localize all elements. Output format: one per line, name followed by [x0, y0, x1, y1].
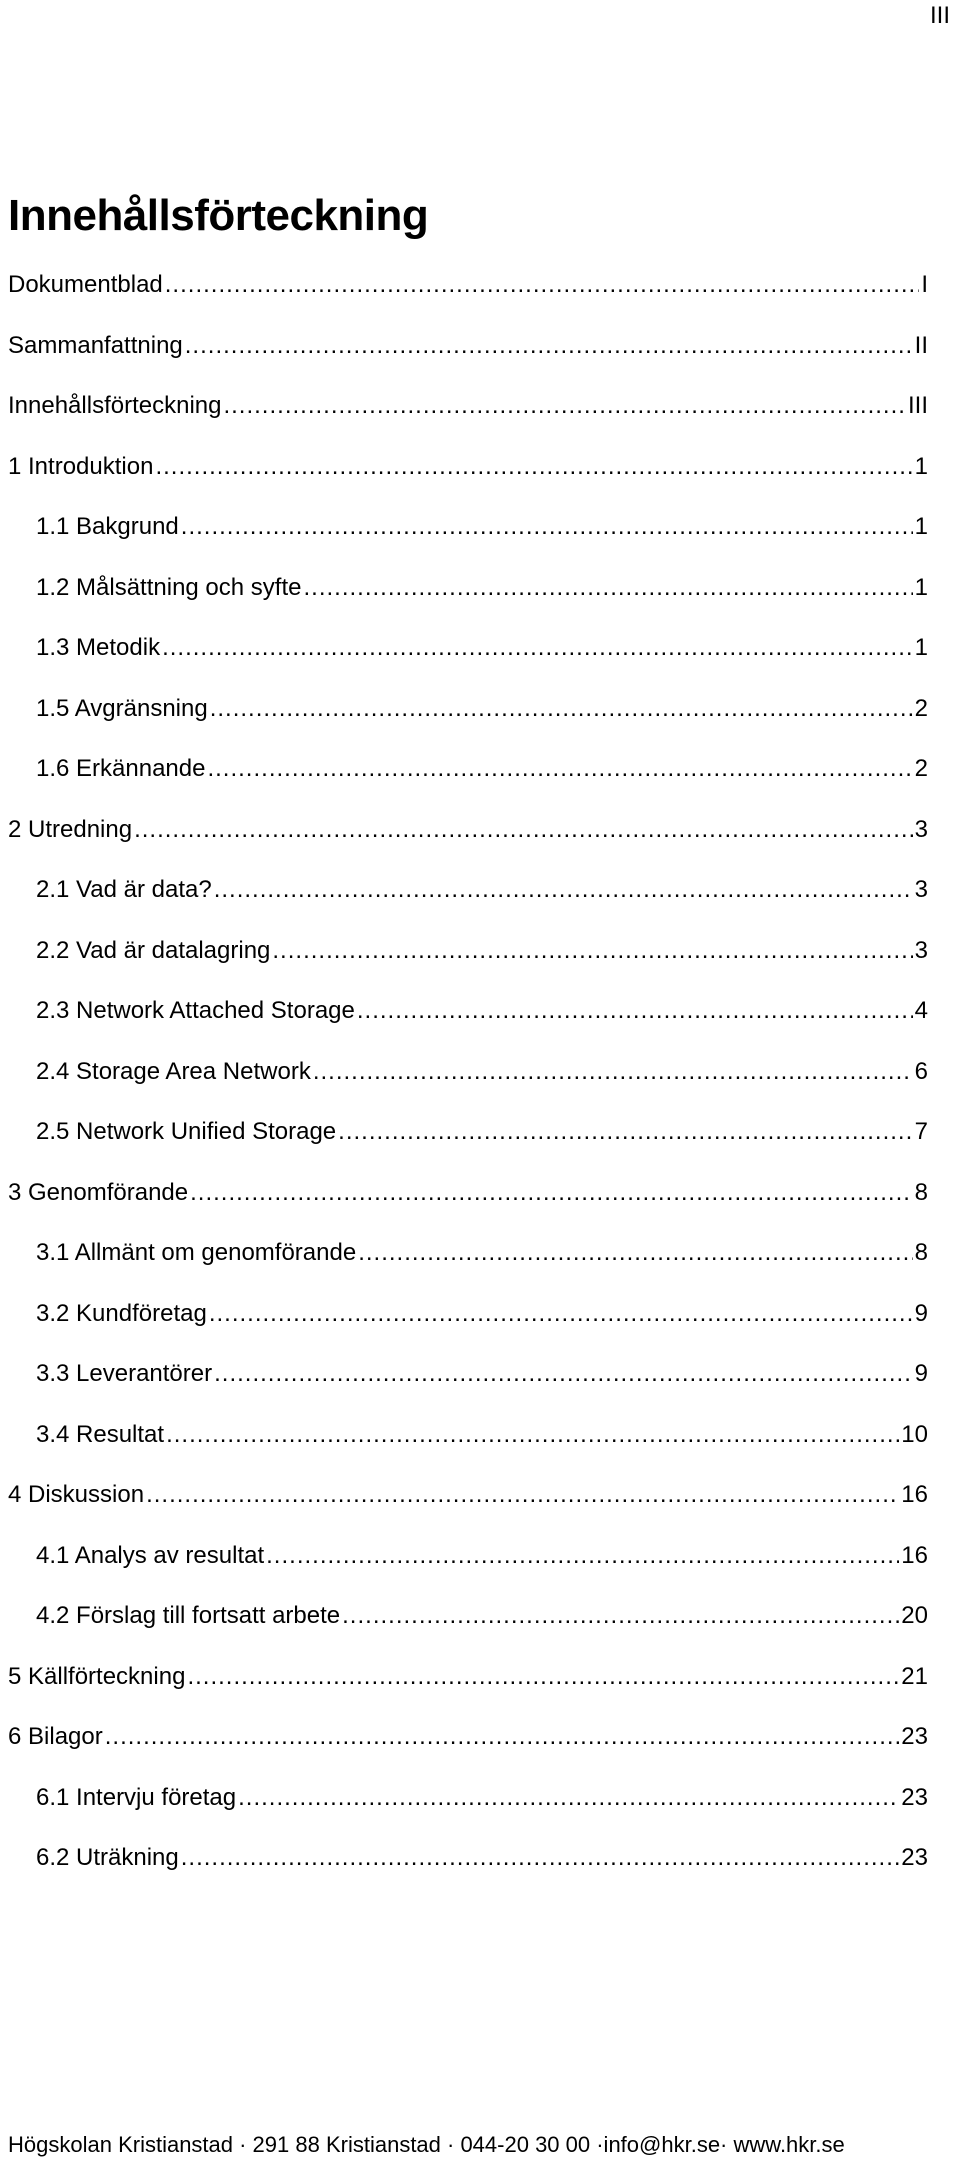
toc-entry[interactable] — [0, 1541, 928, 1602]
toc-entry-label: 3.1 Allmänt om genomförande — [36, 1239, 357, 1266]
toc-entry-page: 3 — [914, 936, 928, 964]
toc-entry-label: 4.1 Analys av resultat — [36, 1541, 265, 1569]
toc-dot-leader — [303, 573, 912, 603]
toc-entry[interactable] — [0, 754, 928, 815]
toc-dot-leader — [185, 331, 913, 361]
toc-dot-leader — [266, 1541, 899, 1571]
toc-entry[interactable] — [0, 1662, 928, 1723]
toc-entry-label: 4.2 Förslag till fortsatt arbete — [36, 1602, 341, 1629]
toc-dot-leader — [165, 270, 920, 300]
toc-entry-label: 2.4 Storage Area Network — [36, 1057, 311, 1085]
toc-entry-page: 3 — [914, 815, 928, 843]
toc-entry[interactable] — [0, 996, 928, 1057]
toc-entry[interactable] — [0, 633, 928, 694]
toc-entry-label: 3.4 Resultat — [36, 1420, 165, 1448]
toc-entry[interactable] — [0, 1057, 928, 1118]
toc-entry[interactable] — [0, 1420, 928, 1481]
toc-entry-page: 8 — [914, 1239, 928, 1266]
toc-dot-leader — [214, 875, 913, 905]
toc-entry[interactable] — [0, 1178, 928, 1239]
toc-dot-leader — [134, 815, 913, 845]
toc-entry[interactable] — [0, 1601, 928, 1662]
toc-dot-leader — [338, 1117, 912, 1147]
toc-entry-page: 2 — [914, 755, 928, 782]
toc-entry-label: 5 Källförteckning — [8, 1662, 186, 1690]
toc-dot-leader — [238, 1783, 899, 1813]
toc-entry-label: 6.2 Uträkning — [36, 1844, 179, 1871]
toc-dot-leader — [223, 391, 906, 421]
toc-entry-page: 8 — [914, 1178, 928, 1206]
toc-entry-label: 2.1 Vad är data? — [36, 876, 212, 903]
table-of-contents — [0, 270, 928, 1904]
toc-entry-label: 3.2 Kundföretag — [36, 1299, 207, 1327]
toc-entry-page: 1 — [914, 513, 928, 540]
toc-entry-page: 1 — [914, 452, 928, 480]
toc-dot-leader — [187, 1662, 899, 1692]
toc-entry-page: 21 — [901, 1662, 928, 1690]
toc-entry-label: 2.2 Vad är datalagring — [36, 936, 271, 964]
toc-entry[interactable] — [0, 1783, 928, 1844]
toc-dot-leader — [181, 1843, 900, 1873]
toc-entry-label: 1.2 Målsättning och syfte — [36, 573, 302, 601]
toc-dot-leader — [166, 1420, 899, 1450]
page-footer: Högskolan Kristianstad · 291 88 Kristianstad · 044-20 30 00 ·info@hkr.se· www.hkr.se — [8, 2132, 845, 2157]
toc-entry[interactable] — [0, 875, 928, 936]
toc-entry[interactable] — [0, 815, 928, 876]
toc-entry-label: Dokumentblad — [8, 271, 163, 298]
toc-entry[interactable] — [0, 391, 928, 452]
toc-entry-label: 2 Utredning — [8, 815, 133, 843]
toc-entry-page: 20 — [901, 1602, 928, 1629]
toc-entry-page: 10 — [901, 1420, 928, 1448]
toc-entry[interactable] — [0, 1359, 928, 1420]
toc-entry-page: 1 — [914, 634, 928, 661]
toc-entry[interactable] — [0, 1299, 928, 1360]
toc-dot-leader — [313, 1057, 913, 1087]
toc-dot-leader — [210, 694, 913, 724]
toc-dot-leader — [146, 1480, 899, 1510]
toc-entry-page: 23 — [901, 1783, 928, 1811]
toc-entry[interactable] — [0, 1722, 928, 1783]
toc-entry-label: 1.5 Avgränsning — [36, 694, 208, 722]
toc-dot-leader — [209, 1299, 913, 1329]
toc-entry[interactable] — [0, 512, 928, 573]
toc-entry[interactable] — [0, 1238, 928, 1299]
toc-entry[interactable] — [0, 573, 928, 634]
toc-entry[interactable] — [0, 270, 928, 331]
toc-entry[interactable] — [0, 452, 928, 513]
toc-dot-leader — [105, 1722, 900, 1752]
toc-entry[interactable] — [0, 1117, 928, 1178]
toc-entry[interactable] — [0, 1843, 928, 1904]
toc-entry-label: 1.1 Bakgrund — [36, 513, 179, 540]
toc-entry[interactable] — [0, 936, 928, 997]
toc-entry-page: I — [921, 271, 928, 298]
toc-entry-page: 4 — [914, 997, 928, 1024]
toc-entry-page: II — [914, 331, 928, 359]
toc-entry-page: 3 — [914, 876, 928, 903]
toc-entry-label: 4 Diskussion — [8, 1481, 145, 1508]
toc-entry-page: 23 — [901, 1844, 928, 1871]
toc-entry-label: Innehållsförteckning — [8, 392, 222, 419]
toc-dot-leader — [214, 1359, 913, 1389]
toc-entry-page: III — [907, 392, 928, 419]
toc-entry-label: 2.5 Network Unified Storage — [36, 1118, 337, 1145]
toc-entry-label: 3 Genomförande — [8, 1178, 189, 1206]
toc-dot-leader — [181, 512, 913, 542]
toc-entry[interactable] — [0, 1480, 928, 1541]
toc-dot-leader — [190, 1178, 913, 1208]
toc-dot-leader — [272, 936, 912, 966]
toc-entry-page: 1 — [914, 573, 928, 601]
toc-entry-page: 2 — [914, 694, 928, 722]
toc-entry-page: 7 — [914, 1118, 928, 1145]
toc-dot-leader — [162, 633, 913, 663]
toc-entry-label: 6.1 Intervju företag — [36, 1783, 237, 1811]
toc-entry-page: 16 — [901, 1481, 928, 1508]
toc-entry-label: 1.3 Metodik — [36, 634, 161, 661]
toc-entry-label: Sammanfattning — [8, 331, 183, 359]
toc-title: Innehållsförteckning — [8, 191, 429, 240]
toc-dot-leader — [358, 1238, 912, 1268]
toc-entry-page: 9 — [914, 1299, 928, 1327]
toc-entry-page: 6 — [914, 1057, 928, 1085]
toc-entry[interactable] — [0, 694, 928, 755]
toc-entry-label: 1.6 Erkännande — [36, 755, 206, 782]
toc-entry-page: 16 — [901, 1541, 928, 1569]
toc-entry-label: 6 Bilagor — [8, 1723, 103, 1750]
toc-dot-leader — [357, 996, 913, 1026]
toc-entry-page: 9 — [914, 1360, 928, 1387]
toc-dot-leader — [207, 754, 912, 784]
toc-entry-label: 3.3 Leverantörer — [36, 1360, 213, 1387]
toc-entry-label: 2.3 Network Attached Storage — [36, 997, 355, 1024]
toc-dot-leader — [155, 452, 912, 482]
page-number: III — [929, 2, 950, 29]
toc-dot-leader — [342, 1601, 899, 1631]
toc-entry[interactable] — [0, 331, 928, 392]
toc-entry-label: 1 Introduktion — [8, 452, 154, 480]
toc-entry-page: 23 — [901, 1723, 928, 1750]
